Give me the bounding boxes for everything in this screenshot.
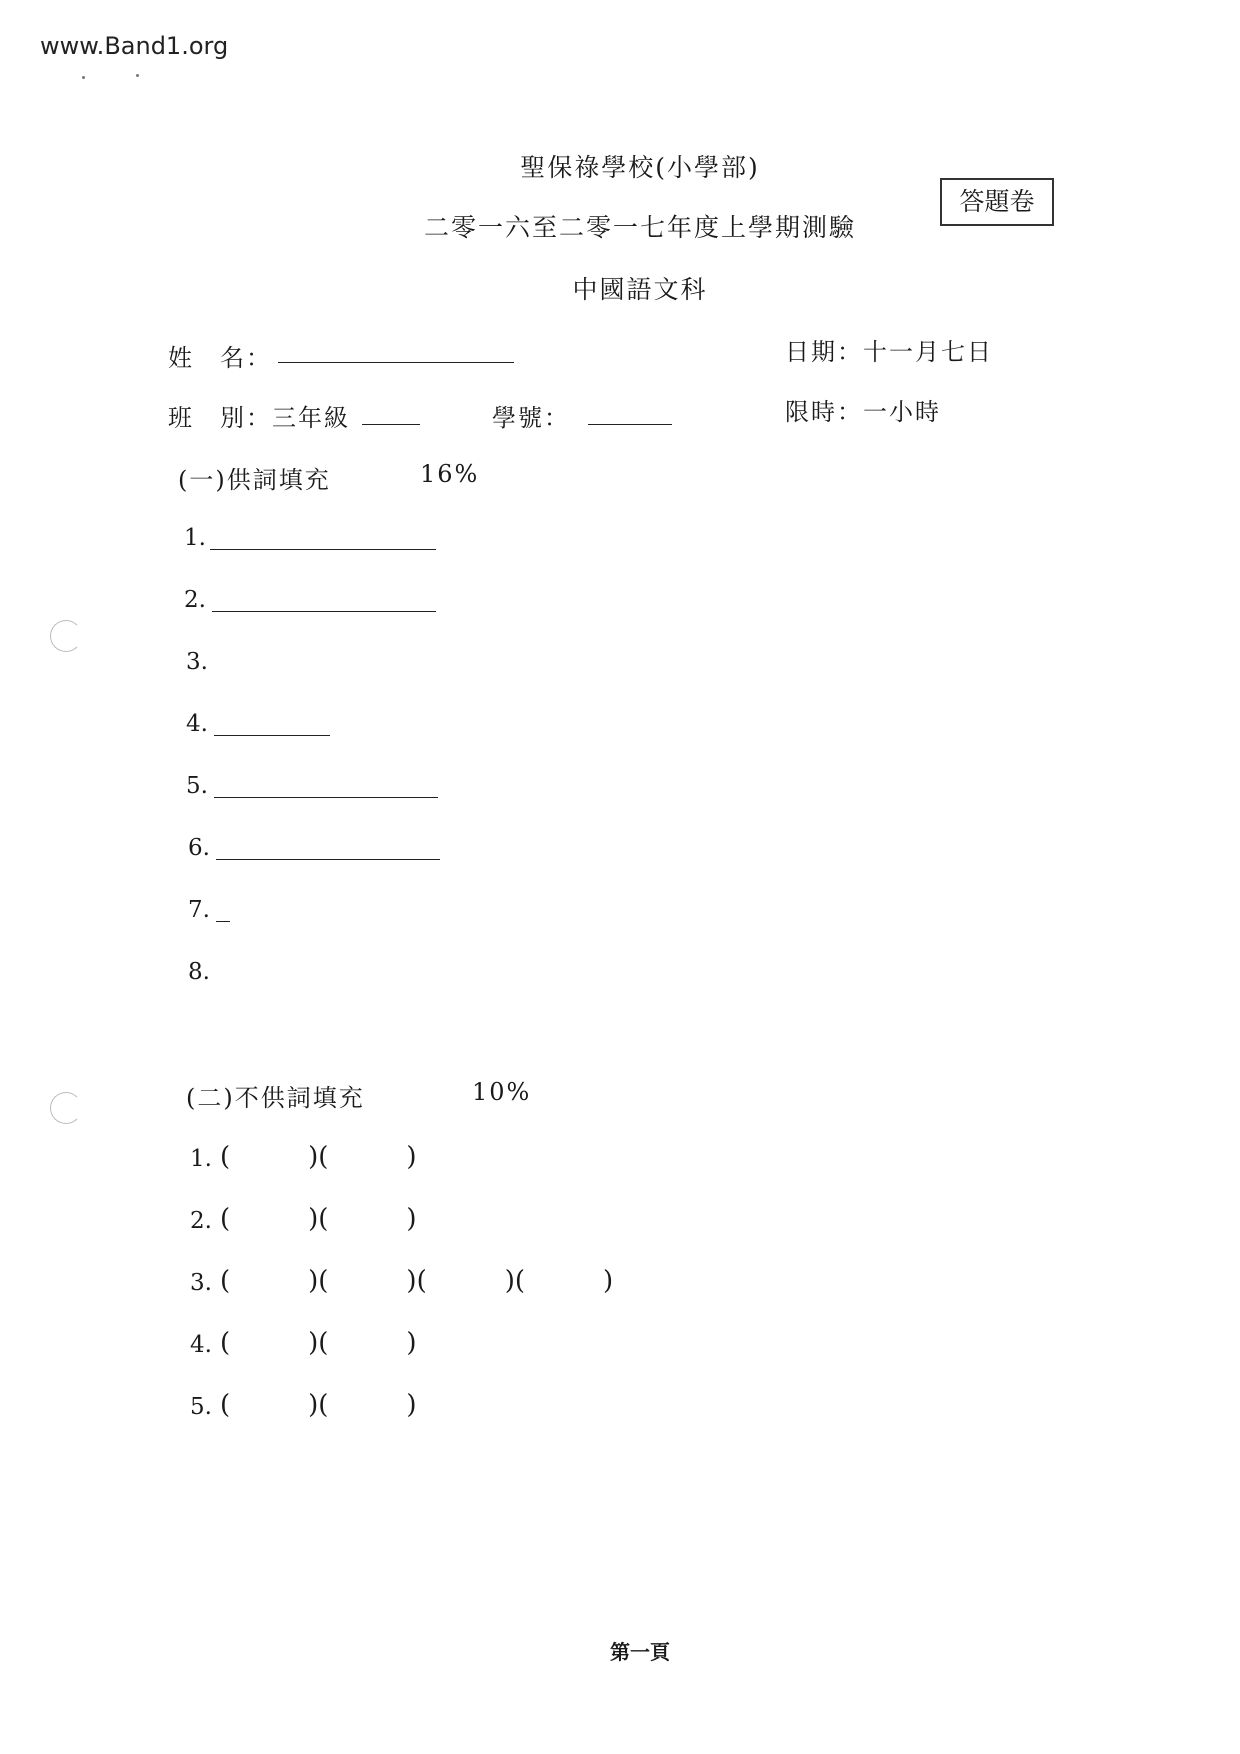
student-no-label: 學號： xyxy=(492,404,570,432)
s1-answer-line-5[interactable] xyxy=(214,797,438,798)
s1-answer-line-6[interactable] xyxy=(216,859,440,860)
s2-item-number: 3. xyxy=(190,1270,212,1296)
s2-item-number: 1. xyxy=(190,1146,212,1172)
date-label: 日期：十一月七日 xyxy=(785,338,993,366)
time-limit-label: 限時：一小時 xyxy=(785,398,941,426)
subject-title: 中國語文科 xyxy=(572,275,708,304)
s1-item-number: 8. xyxy=(188,959,210,985)
site-watermark: www.Band1.org xyxy=(40,32,229,60)
s2-item-number: 5. xyxy=(190,1394,212,1420)
name-field[interactable] xyxy=(278,362,514,363)
s1-item-number: 1. xyxy=(184,525,206,551)
student-no-field[interactable] xyxy=(588,424,672,425)
punch-hole xyxy=(50,620,82,652)
s2-answer-blank[interactable]: ( )( ) xyxy=(220,1142,417,1172)
class-field[interactable] xyxy=(362,424,420,425)
scan-speck xyxy=(136,74,139,77)
s2-answer-blank[interactable]: ( )( ) xyxy=(220,1390,417,1420)
page-number: 第一頁 xyxy=(610,1640,670,1664)
scan-speck xyxy=(82,76,85,79)
s1-item-number: 2. xyxy=(184,587,206,613)
section1-title: (一)供詞填充 xyxy=(178,466,331,494)
s1-item-number: 7. xyxy=(188,897,210,923)
s1-answer-line-2[interactable] xyxy=(212,611,436,612)
section2-title: (二)不供詞填充 xyxy=(186,1084,365,1112)
s2-answer-blank[interactable]: ( )( ) xyxy=(220,1204,417,1234)
section2-marks: 10% xyxy=(472,1078,532,1106)
exam-title: 二零一六至二零一七年度上學期測驗 xyxy=(423,213,856,242)
s1-answer-line-7[interactable] xyxy=(216,921,230,922)
punch-hole xyxy=(50,1092,82,1124)
s1-item-number: 3. xyxy=(186,649,208,675)
s1-item-number: 4. xyxy=(186,711,208,737)
s1-answer-line-1[interactable] xyxy=(210,549,436,550)
s2-item-number: 2. xyxy=(190,1208,212,1234)
section1-marks: 16% xyxy=(420,460,480,488)
s1-item-number: 5. xyxy=(186,773,208,799)
name-label: 姓 名： xyxy=(168,344,272,372)
s2-answer-blank[interactable]: ( )( ) xyxy=(220,1328,417,1358)
s2-answer-blank[interactable]: ( )( )( )( ) xyxy=(220,1266,614,1296)
s1-answer-line-4[interactable] xyxy=(214,735,330,736)
school-name: 聖保祿學校(小學部) xyxy=(520,153,760,182)
answer-sheet-label: 答題卷 xyxy=(940,178,1054,226)
class-label: 班 別：三年級 xyxy=(168,404,350,432)
s2-item-number: 4. xyxy=(190,1332,212,1358)
s1-item-number: 6. xyxy=(188,835,210,861)
